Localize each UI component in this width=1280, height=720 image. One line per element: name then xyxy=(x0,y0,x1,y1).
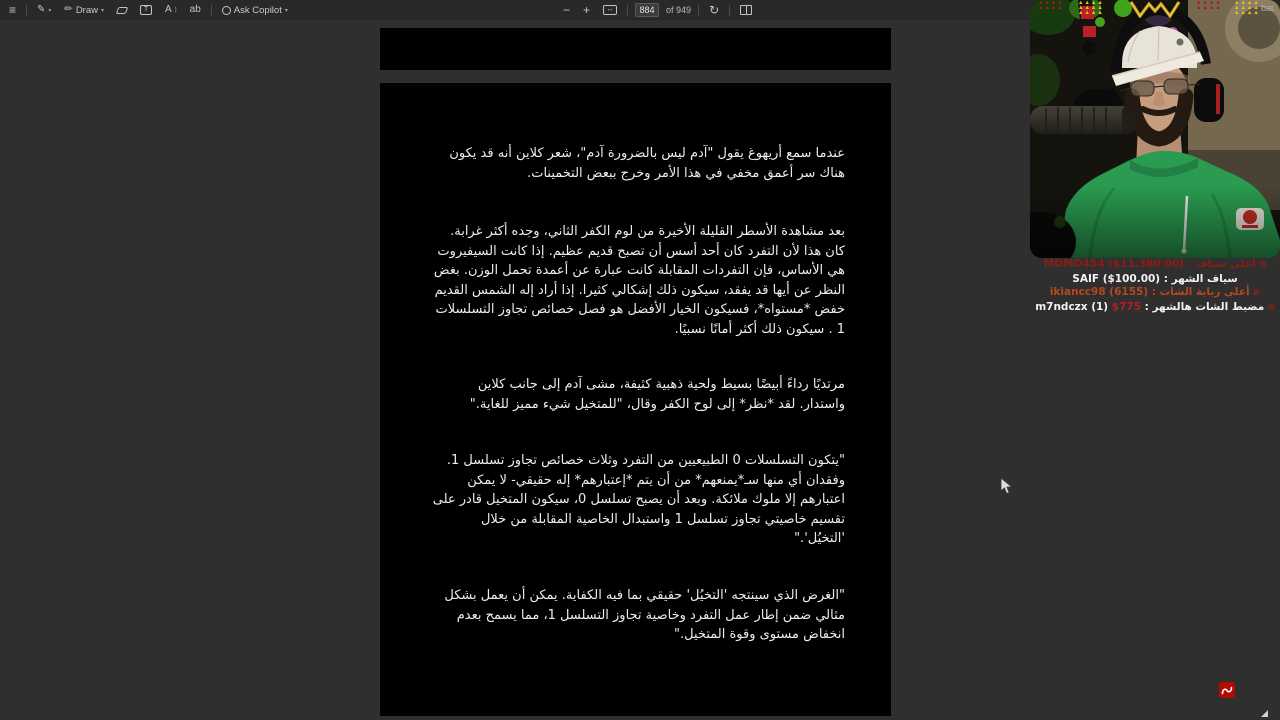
find-text-icon: ab xyxy=(189,4,201,15)
chevron-down-icon: ▾ xyxy=(100,7,104,14)
add-text-icon: T xyxy=(140,5,152,15)
stat-badge-icon: ⊘ xyxy=(1258,260,1267,270)
read-aloud-button[interactable] xyxy=(162,2,180,18)
webcam-panel xyxy=(1030,0,1280,258)
stat-badge-icon: ⊘ xyxy=(1267,302,1275,313)
toolbar-separator xyxy=(698,5,699,16)
highlighter-icon: ✎ xyxy=(37,4,46,15)
stat-amount-fragment: $775 xyxy=(1111,300,1141,313)
chevron-down-icon: ▾ xyxy=(284,7,288,14)
page-view-icon xyxy=(740,5,752,15)
triangle-pattern-icon: ▲▲▲▲ ▲▲▲▲ ▲▲▲▲ xyxy=(1234,0,1260,16)
stat-top-gifter: ⊘أغلى سياف : MOMO454 ($11,380.00) xyxy=(1043,258,1267,270)
pdf-page-previous-fragment xyxy=(380,28,891,70)
draw-button[interactable] xyxy=(61,2,107,18)
stream-stats xyxy=(1030,258,1280,315)
read-aloud-icon: A xyxy=(165,4,172,15)
fit-to-width-button[interactable] xyxy=(600,2,620,18)
page-count-label: of 949 xyxy=(666,5,692,15)
ask-copilot-button[interactable] xyxy=(219,2,291,18)
sound-waves-icon: ) xyxy=(174,7,177,13)
acrobat-icon xyxy=(1221,684,1233,696)
rotate-icon: ↻ xyxy=(709,3,720,17)
paragraph: مرتديًا رداءً أبيضًا بسيط ولحية ذهبية كثيفة، مشى آدم إلى جانب كلاين واستدار. لقد *نظر* إلى لوح الكفر وقال، "للمتخيل شيء مميز للغاية." xyxy=(469,377,845,412)
zoom-in-button[interactable] xyxy=(580,2,593,18)
acrobat-extension-label-fragment[interactable]: bat xyxy=(1261,3,1274,13)
paragraph: "الغرض الذي سينتجه 'التخيُل' حقيقي بما فيه الكفاية. يمكن أن يعمل بشكل مثالي ضمن إطار عمل التفرد وخاصية تجاوز التسلسل 1، مما يسمح بعدم انخفاض مستوى وقوة المتخيل." xyxy=(444,588,845,642)
eraser-icon xyxy=(116,7,129,14)
corner-pointer-icon xyxy=(1261,710,1268,717)
draw-button-label: Draw xyxy=(75,4,98,16)
paragraph: عندما سمع أريهوغ يقول "آدم ليس بالضرورة آدم"، شعر كلاين أنه قد يكون هناك سر أعمق مخفي في هذا الأمر وخرج ببعض التخمينات. xyxy=(449,146,845,181)
pen-icon: ✏ xyxy=(64,4,73,15)
zoom-out-icon: − xyxy=(563,3,571,17)
toolbar-separator xyxy=(26,5,27,16)
acrobat-extension-button[interactable] xyxy=(1219,682,1235,698)
paragraph: "يتكون التسلسلات 0 الطبيعيين من التفرد وثلاث خصائص تجاوز تسلسل 1. وفقدان أي منها سـ*يمنعهم* من أن يتم *إعتبارهم* إله حقيقي- لا يمكن اعتبارهم إلا ملوك ملائكة. وبعد أن يصبح تسلسل 0، سيكون المتخيل قادر على تقسيم خاصيتي تجاوز تسلسل 1 واستبدال الخاصية المقابلة من خلال 'التخيُل'." xyxy=(432,453,845,546)
page-view-button[interactable] xyxy=(737,2,755,18)
stat-top-chatter: ⊘أعلى رباية الشات : ikiancc98 (6155) xyxy=(1049,286,1261,298)
highlight-button[interactable] xyxy=(34,2,54,18)
triangle-pattern-icon: ▲▲▲▲ ▲▲▲▲ ▲▲▲▲ xyxy=(1078,0,1104,16)
ask-copilot-label: Ask Copilot xyxy=(233,4,282,16)
zoom-in-icon: + xyxy=(583,3,591,17)
page-number-input[interactable] xyxy=(635,3,659,17)
toolbar-left-group xyxy=(6,0,291,20)
stat-month-gifter: سياف الشهر : SAIF ($100.00) xyxy=(1072,272,1238,285)
fit-to-width-icon: ↔ xyxy=(603,5,617,15)
pdf-page xyxy=(380,83,891,716)
add-text-button[interactable] xyxy=(137,2,155,18)
triangle-pattern-icon: ▲▲▲▲ ▲▲▲▲ xyxy=(1196,0,1222,11)
eraser-button[interactable] xyxy=(114,2,130,18)
chevron-down-icon: ▾ xyxy=(48,7,52,14)
copilot-icon xyxy=(222,6,231,15)
toolbar-separator xyxy=(627,5,628,16)
zoom-out-button[interactable] xyxy=(560,2,573,18)
stat-chat-mod: ⊘مضبط الشات هالشهر : m7ndczx (1) $775 xyxy=(1035,300,1275,313)
toc-icon: ≡ xyxy=(9,3,17,17)
find-text-button[interactable] xyxy=(187,2,204,18)
toolbar-page-controls xyxy=(560,0,755,20)
stat-badge-icon: ⊘ xyxy=(1252,288,1261,298)
toolbar-separator xyxy=(729,5,730,16)
triangle-pattern-icon: ▲▲▲▲ ▲▲▲▲ xyxy=(1038,0,1064,11)
rotate-button[interactable] xyxy=(706,2,722,18)
toolbar-separator xyxy=(211,5,212,16)
paragraph: بعد مشاهدة الأسطر القليلة الأخيرة من لوم الكفر الثاني، وجده أكثر غرابة. كان هذا لأن التفرد كان أحد أسس أن تصبح قديم عظيم. إذا كانت السيفيروت هي الأساس، فإن التفردات المقابلة كانت عبارة عن أعمدة تحمل الوزن. بغض النظر عن أيها قد يفقد، سيكون ذلك إشكالي كثيرا. إذا أراد إله الشمس القديم خفض *مستواه*، فسيكون الخيار الأفضل هو فصل خصائص تجاوز التسلسلات 1 . سيكون ذلك أكثر أمانًا نسبيًا. xyxy=(433,224,845,337)
mouse-cursor xyxy=(1000,477,1013,495)
toc-button[interactable] xyxy=(6,2,19,18)
webcam-video xyxy=(1030,0,1280,258)
